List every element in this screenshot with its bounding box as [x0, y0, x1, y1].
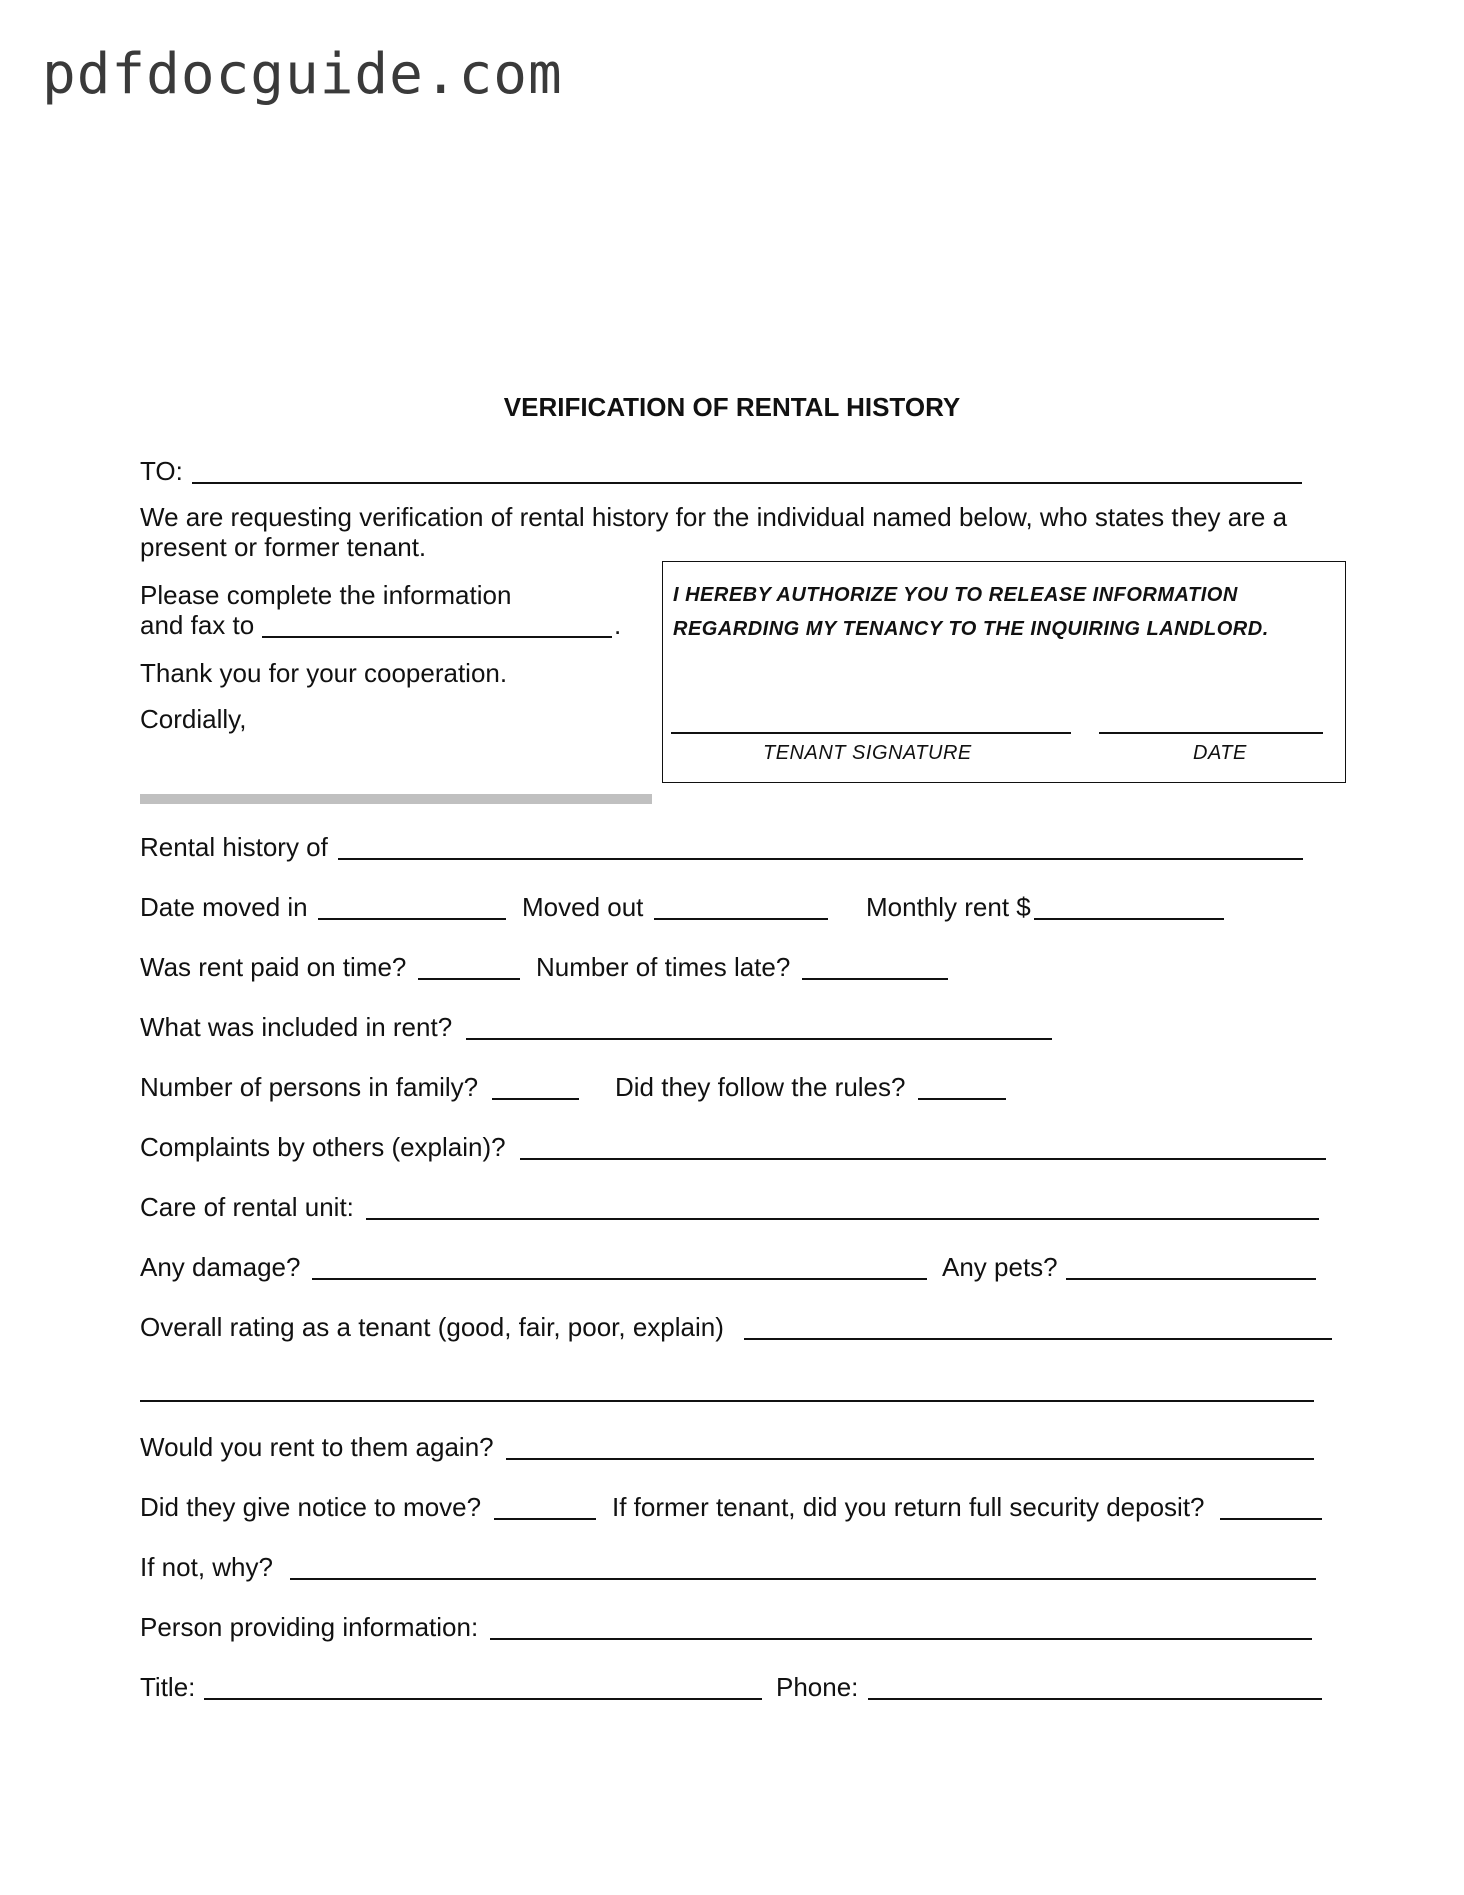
section-divider — [140, 794, 652, 804]
follow-rules-label: Did they follow the rules? — [615, 1072, 906, 1102]
overall-rating-field[interactable] — [744, 1338, 1332, 1340]
rental-history-label: Rental history of — [140, 832, 328, 862]
fax-to-field[interactable] — [262, 636, 612, 638]
authorization-box — [662, 561, 1346, 783]
please-complete-text: Please complete the information — [140, 580, 512, 610]
fax-to-label: and fax to — [140, 610, 255, 640]
rent-on-time-field[interactable] — [418, 978, 520, 980]
authorization-date-field[interactable] — [1099, 732, 1323, 734]
to-label: TO: — [140, 456, 183, 486]
gave-notice-field[interactable] — [494, 1518, 596, 1520]
person-providing-field[interactable] — [490, 1638, 1312, 1640]
any-damage-label: Any damage? — [140, 1252, 301, 1282]
authorization-line2: REGARDING MY TENANCY TO THE INQUIRING LANDLORD. — [673, 618, 1269, 640]
thanks-text: Thank you for your cooperation. — [140, 658, 508, 688]
date-moved-in-label: Date moved in — [140, 892, 308, 922]
tenant-signature-field[interactable] — [671, 732, 1071, 734]
any-damage-field[interactable] — [312, 1278, 927, 1280]
moved-out-label: Moved out — [522, 892, 644, 922]
closing-text: Cordially, — [140, 704, 247, 734]
any-pets-label: Any pets? — [942, 1252, 1058, 1282]
included-in-rent-field[interactable] — [466, 1038, 1052, 1040]
authorization-statement — [673, 578, 1333, 646]
authorization-line1: I HEREBY AUTHORIZE YOU TO RELEASE INFORMATION — [673, 584, 1238, 606]
complaints-label: Complaints by others (explain)? — [140, 1132, 506, 1162]
person-providing-label: Person providing information: — [140, 1612, 479, 1642]
rent-on-time-label: Was rent paid on time? — [140, 952, 407, 982]
document-title: VERIFICATION OF RENTAL HISTORY — [503, 392, 961, 422]
care-of-unit-field[interactable] — [366, 1218, 1319, 1220]
monthly-rent-field[interactable] — [1034, 918, 1224, 920]
overall-rating-continuation-field[interactable] — [140, 1400, 1314, 1402]
follow-rules-field[interactable] — [918, 1098, 1006, 1100]
date-moved-in-field[interactable] — [318, 918, 506, 920]
rental-history-field[interactable] — [338, 858, 1303, 860]
persons-in-family-label: Number of persons in family? — [140, 1072, 479, 1102]
phone-field[interactable] — [868, 1698, 1322, 1700]
care-of-unit-label: Care of rental unit: — [140, 1192, 354, 1222]
complaints-field[interactable] — [520, 1158, 1326, 1160]
date-label: DATE — [1193, 742, 1247, 764]
if-not-why-field[interactable] — [290, 1578, 1316, 1580]
monthly-rent-label: Monthly rent $ — [866, 892, 1031, 922]
persons-in-family-field[interactable] — [492, 1098, 579, 1100]
security-deposit-label: If former tenant, did you return full security deposit? — [612, 1492, 1205, 1522]
times-late-field[interactable] — [802, 978, 948, 980]
title-field[interactable] — [204, 1698, 762, 1700]
rent-again-label: Would you rent to them again? — [140, 1432, 494, 1462]
title-label: Title: — [140, 1672, 196, 1702]
overall-rating-label: Overall rating as a tenant (good, fair, poor, explain) — [140, 1312, 724, 1342]
rent-again-field[interactable] — [506, 1458, 1314, 1460]
times-late-label: Number of times late? — [536, 952, 791, 982]
tenant-signature-label: TENANT SIGNATURE — [763, 742, 972, 764]
security-deposit-field[interactable] — [1220, 1518, 1322, 1520]
moved-out-field[interactable] — [654, 918, 828, 920]
intro-text-line2: present or former tenant. — [140, 532, 427, 562]
watermark-text: pdfdocguide.com — [42, 42, 563, 107]
any-pets-field[interactable] — [1066, 1278, 1316, 1280]
phone-label: Phone: — [776, 1672, 859, 1702]
if-not-why-label: If not, why? — [140, 1552, 273, 1582]
to-field[interactable] — [192, 482, 1302, 484]
gave-notice-label: Did they give notice to move? — [140, 1492, 482, 1522]
fax-period: . — [614, 610, 622, 640]
included-in-rent-label: What was included in rent? — [140, 1012, 453, 1042]
intro-text-line1: We are requesting verification of rental history for the individual named below, who states they are a — [140, 502, 1288, 532]
